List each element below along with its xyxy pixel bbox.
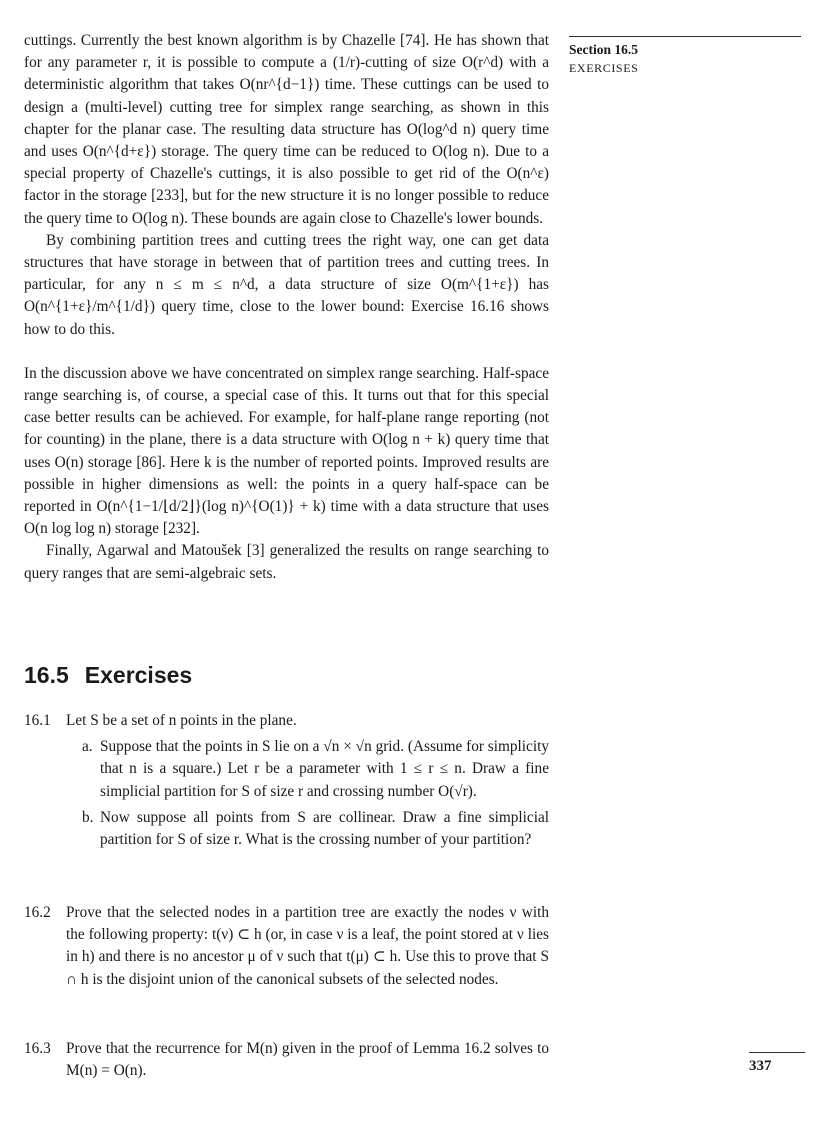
- paragraph-half-space: In the discussion above we have concentrated on simplex range searching. Half-space range searching is, of course, a special case of this. It turns out that for this special case better results can be achieved. For example, for half-plane range reporting (not for counting) in the plane, there is a data structure with O(log n + k) query time that uses O(n) storage [86]. Here k is the number of reported points. Improved results are possible in higher dimensions as well: the points in a query half-space can be reported in O(n^{1−1/⌊d/2⌋}(log n)^{O(1)} + k) time with a data structure that uses O(n log log n) storage [232].: [24, 364, 549, 538]
- section-heading: [24, 660, 192, 690]
- margin-section-label: Section 16.5: [569, 42, 638, 57]
- page-number-rule: [749, 1052, 805, 1053]
- part-a-text: Suppose that the points in S lie on a √n × √n grid. (Assume for simplicity that n is a square.) Let r be a parameter with 1 ≤ r ≤ n. Draw a fine simplicial partition for S of size r and crossing number O(√r).: [100, 738, 549, 800]
- paragraph-cuttings: cuttings. Currently the best known algorithm is by Chazelle [74]. He has shown that for any parameter r, it is possible to compute a (1/r)-cutting of size O(r^d) with a deterministic algorithm that takes O(nr^{d−1}) time. These cuttings can be used to design a (multi-level) cutting tree for simplex range searching, as shown in this chapter for the planar case. The resulting data structure has O(log^d n) query time and uses O(n^{d+ε}) storage. The query time can be reduced to O(log n). Due to a special property of Chazelle's cuttings, it is also possible to get rid of the O(n^ε) factor in the storage [233], but for the new structure it is no longer possible to reduce the query time to O(log n). These bounds are again close to Chazelle's lower bounds.: [24, 32, 549, 227]
- exercise-number: 16.3: [24, 1040, 51, 1057]
- margin-column: [569, 36, 801, 77]
- paragraph-semi-algebraic: Finally, Agarwal and Matoušek [3] generalized the results on range searching to query ranges that are semi-algebraic sets.: [24, 542, 549, 582]
- section-number: 16.5: [24, 662, 69, 688]
- part-letter-b: b.: [82, 808, 94, 826]
- page-number: 337: [749, 1058, 772, 1074]
- paragraph-partition-cutting: By combining partition trees and cutting trees the right way, one can get data structures that have storage in between that of partition trees and cutting trees. In particular, for any n ≤ m ≤ n^d, a data structure of size O(m^{1+ε}) has O(n^{1+ε}/m^{1/d}) query time, close to the lower bound: Exercise 16.16 shows how to do this.: [24, 231, 549, 338]
- exercise-text: Let S be a set of n points in the plane.: [66, 712, 297, 729]
- part-b-text: Now suppose all points from S are collinear. Draw a fine simplicial partition for S of size r. What is the crossing number of your partition?: [100, 808, 549, 849]
- body-text: [24, 30, 549, 585]
- exercise-16-3: [24, 1038, 549, 1082]
- exercise-16-2: [24, 902, 549, 991]
- margin-section-subtitle: EXERCISES: [569, 61, 639, 75]
- exercise-16-1: [24, 710, 549, 851]
- exercise-number: 16.1: [24, 712, 51, 729]
- section-title: Exercises: [84, 662, 193, 688]
- part-letter-a: a.: [82, 738, 93, 756]
- exercise-text: Prove that the recurrence for M(n) given in the proof of Lemma 16.2 solves to M(n) = O(n).: [66, 1040, 549, 1080]
- exercise-number: 16.2: [24, 904, 51, 921]
- exercise-text: Prove that the selected nodes in a partition tree are exactly the nodes ν with the following property: t(ν) ⊂ h (or, in case ν is a leaf, the point stored at ν lies in h) and there is no ancestor μ of ν such that t(μ) ⊂ h. Use this to prove that S ∩ h is the disjoint union of the canonical subsets of the selected nodes.: [66, 904, 549, 988]
